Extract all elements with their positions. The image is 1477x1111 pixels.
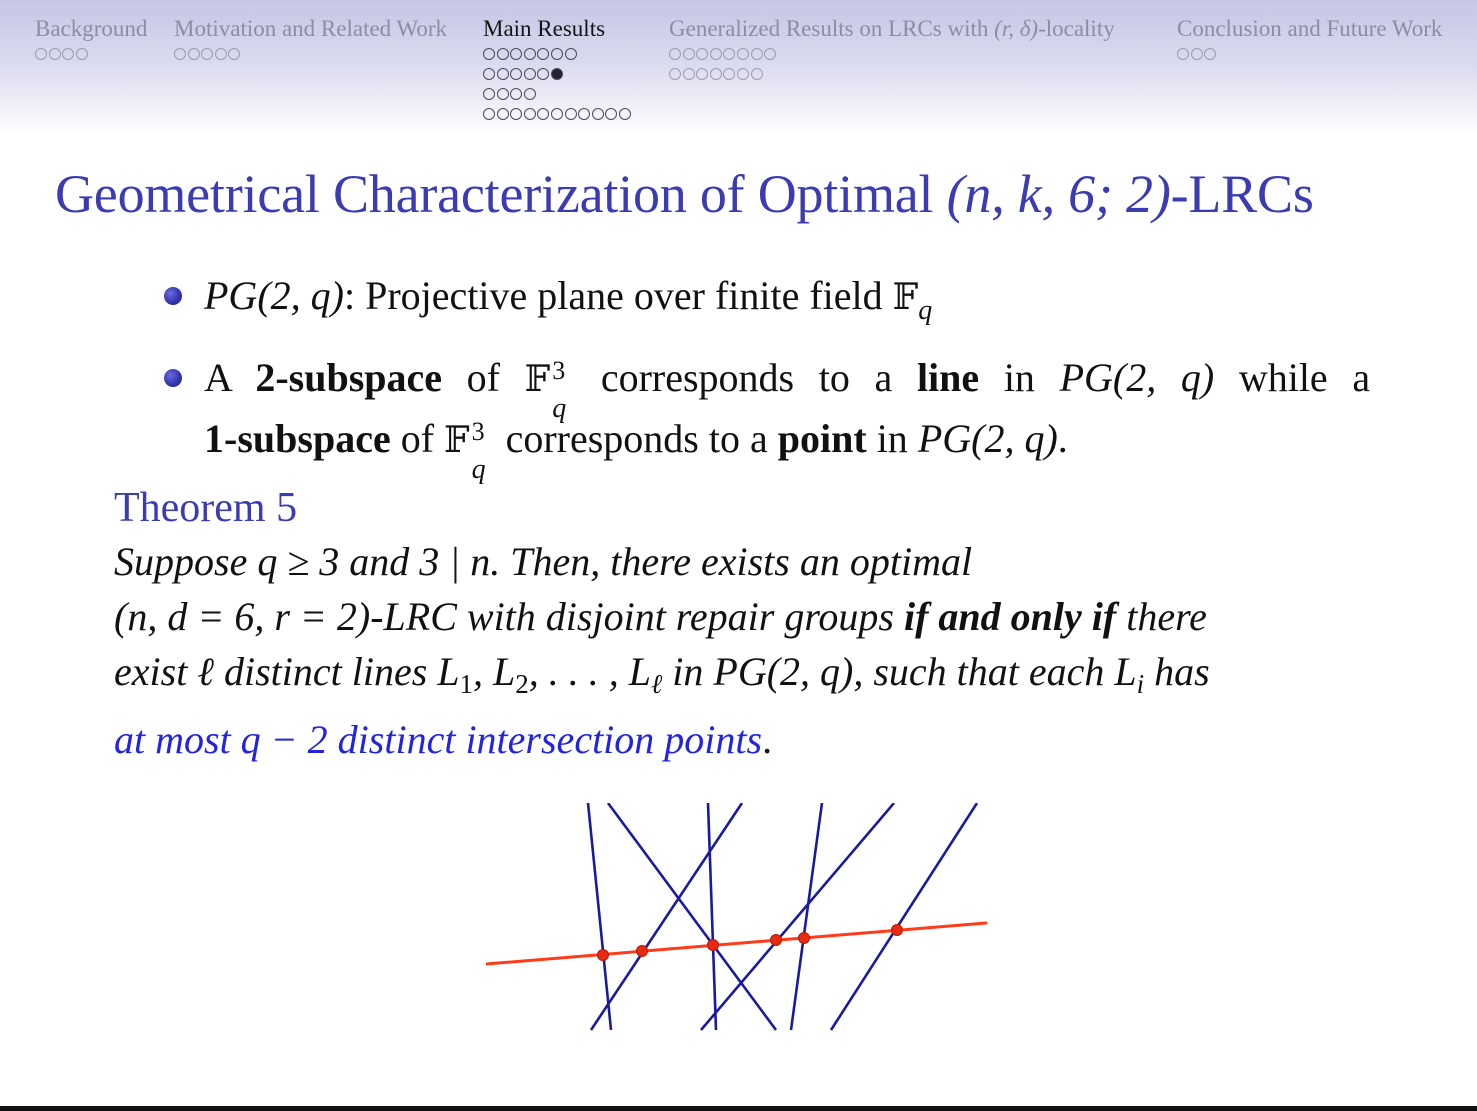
bullet-line-1 (204, 348, 1371, 424)
intersection-point-1 (598, 950, 609, 961)
nav-dot[interactable] (537, 68, 549, 80)
blue-line-3 (591, 803, 742, 1030)
word: in (1003, 355, 1035, 400)
nav-dot-row (483, 44, 633, 64)
blue-lines-group (588, 803, 977, 1030)
nav-dot[interactable] (669, 68, 681, 80)
field-scripts (470, 417, 496, 485)
nav-dot[interactable] (510, 68, 522, 80)
nav-dots-motivation (174, 44, 447, 64)
theorem-text: , . . . , L (528, 649, 652, 694)
word: to (818, 355, 850, 400)
theorem-text: . Then, there exists an optimal (490, 539, 973, 584)
word: of (400, 416, 435, 461)
nav-dot[interactable] (1204, 48, 1216, 60)
field-subscript: q (471, 454, 486, 485)
subscript: i (1136, 669, 1145, 699)
nav-link-conclusion[interactable]: Conclusion and Future Work (1177, 16, 1443, 41)
nav-dot-row (669, 64, 1115, 84)
theorem-block (114, 482, 1349, 767)
bullet-line-2 (204, 409, 1370, 485)
intersection-point-2 (637, 946, 648, 957)
nav-title-prefix: Generalized Results on LRCs with (669, 16, 995, 41)
punctuation: . (1057, 416, 1068, 461)
nav-dot[interactable] (497, 48, 509, 60)
nav-section-main-results (483, 16, 633, 124)
word: in (866, 416, 918, 461)
bullet-projective-plane (160, 266, 1370, 340)
intersection-point-4 (771, 935, 782, 946)
nav-dots-main-results (483, 44, 633, 124)
nav-dot-row (483, 104, 633, 124)
nav-dot[interactable] (510, 108, 522, 120)
theorem-text: in PG(2, q), such that each L (662, 649, 1137, 694)
word: corresponds (600, 355, 795, 400)
term-line: line (916, 355, 980, 400)
nav-dot[interactable] (696, 48, 708, 60)
blue-line-6 (701, 803, 894, 1030)
bottom-rule (0, 1106, 1477, 1111)
frame-title-suffix: -LRCs (1170, 164, 1314, 224)
intersection-point-3 (708, 940, 719, 951)
blue-line-4 (708, 803, 716, 1030)
word: while (1238, 355, 1328, 400)
nav-dot-current[interactable] (551, 68, 563, 80)
nav-dot-row (35, 44, 147, 64)
nav-dot[interactable] (524, 108, 536, 120)
field-subscript: q (552, 393, 567, 424)
term-point: point (777, 416, 867, 461)
nav-dot[interactable] (710, 48, 722, 60)
nav-dot[interactable] (497, 88, 509, 100)
nav-dot[interactable] (737, 48, 749, 60)
nav-dot[interactable] (551, 108, 563, 120)
theorem-text: -LRC with disjoint repair groups (370, 594, 904, 639)
theorem-text: exist ℓ distinct lines L (114, 649, 460, 694)
nav-dot[interactable] (524, 68, 536, 80)
theorem-line-3 (114, 644, 1349, 712)
finite-field-symbol: 𝔽 (524, 359, 551, 400)
nav-dot[interactable] (565, 108, 577, 120)
nav-dot-row (483, 84, 633, 104)
nav-dots-generalized-results (669, 44, 1115, 84)
nav-dot[interactable] (35, 48, 47, 60)
nav-dot[interactable] (683, 48, 695, 60)
field-superscript: 3 (552, 356, 566, 385)
nav-dot-row (174, 44, 447, 64)
nav-dot[interactable] (49, 48, 61, 60)
lines-intersection-figure (486, 803, 996, 1035)
nav-section-background (35, 16, 147, 64)
finite-field-subscript: q (918, 295, 933, 326)
blue-line-1 (588, 803, 611, 1030)
word: A (204, 355, 231, 400)
theorem-math: q ≥ 3 (257, 539, 340, 584)
nav-dot[interactable] (174, 48, 186, 60)
nav-dot[interactable] (683, 68, 695, 80)
theorem-math: 3 | n (419, 539, 491, 584)
nav-dot[interactable] (592, 108, 604, 120)
nav-dot[interactable] (764, 48, 776, 60)
nav-dots-conclusion (1177, 44, 1442, 64)
nav-dot[interactable] (723, 68, 735, 80)
theorem-line-2 (114, 589, 1349, 644)
nav-dot[interactable] (751, 68, 763, 80)
term-1-subspace: 1-subspace (204, 416, 391, 461)
nav-dot[interactable] (565, 48, 577, 60)
nav-title-suffix: -locality (1038, 16, 1115, 41)
nav-dot[interactable] (228, 48, 240, 60)
nav-section-motivation (174, 16, 447, 64)
frame-title-math: (n, k, 6; 2) (946, 164, 1171, 224)
nav-dot[interactable] (483, 68, 495, 80)
nav-dot-row (483, 64, 633, 84)
theorem-line-1 (114, 534, 1349, 589)
theorem-emphasis-iff: if and only if (903, 594, 1117, 639)
nav-dot[interactable] (537, 108, 549, 120)
blue-line-2 (608, 803, 776, 1030)
nav-link-main-results[interactable]: Main Results (483, 16, 606, 41)
subscript: 1 (459, 669, 474, 699)
nav-dot[interactable] (537, 48, 549, 60)
theorem-text: Suppose (114, 539, 258, 584)
nav-dot[interactable] (751, 48, 763, 60)
finite-field-symbol: 𝔽 (892, 277, 919, 318)
intersection-point-6 (892, 925, 903, 936)
nav-dot[interactable] (551, 48, 563, 60)
nav-link-generalized-results[interactable] (669, 16, 1115, 42)
nav-dot[interactable] (605, 108, 617, 120)
frame-title-prefix: Geometrical Characterization of Optimal (55, 164, 947, 224)
nav-dot[interactable] (669, 48, 681, 60)
bullet-subspace-correspondence (160, 348, 1371, 485)
blue-line-5 (791, 803, 822, 1030)
word: a (874, 355, 893, 400)
nav-dot[interactable] (497, 68, 509, 80)
nav-dot-row (1177, 44, 1442, 64)
word: of (466, 355, 500, 400)
nav-dot[interactable] (188, 48, 200, 60)
nav-dot[interactable] (215, 48, 227, 60)
theorem-text: and (339, 539, 420, 584)
nav-dot[interactable] (201, 48, 213, 60)
bullet-text: : Projective plane over finite field (343, 273, 893, 318)
nav-dot[interactable] (619, 108, 631, 120)
bullet-text: corresponds to a (495, 416, 778, 461)
nav-dot[interactable] (483, 88, 495, 100)
bullet-list (160, 266, 1371, 485)
word: a (1352, 355, 1371, 400)
nav-dot[interactable] (497, 108, 509, 120)
nav-dot[interactable] (578, 108, 590, 120)
bullet-marker (164, 369, 182, 387)
nav-link-background[interactable]: Background (35, 16, 148, 41)
intersection-point-5 (799, 933, 810, 944)
subscript: ℓ (651, 669, 663, 699)
nav-dot[interactable] (696, 68, 708, 80)
nav-section-generalized-results (669, 16, 1115, 84)
field-superscript: 3 (471, 417, 485, 446)
nav-dot[interactable] (737, 68, 749, 80)
bullet-marker (164, 287, 182, 305)
nav-dot[interactable] (524, 48, 536, 60)
section-navigation-bar (0, 0, 1477, 134)
theorem-text: , L (473, 649, 516, 694)
nav-dot[interactable] (1177, 48, 1189, 60)
frame-title (55, 163, 1314, 225)
pg-notation: PG(2, q) (204, 273, 344, 318)
theorem-highlight: at most q − 2 distinct intersection points (114, 717, 763, 762)
nav-link-motivation[interactable]: Motivation and Related Work (174, 16, 448, 41)
theorem-text: has (1144, 649, 1210, 694)
nav-section-conclusion (1177, 16, 1442, 64)
nav-dot[interactable] (483, 48, 495, 60)
nav-dot[interactable] (76, 48, 88, 60)
nav-dot[interactable] (710, 68, 722, 80)
nav-dot[interactable] (62, 48, 74, 60)
subscript: 2 (515, 669, 529, 699)
nav-dot[interactable] (723, 48, 735, 60)
theorem-text: there (1116, 594, 1207, 639)
nav-title-math: (r, δ) (994, 16, 1039, 41)
nav-dot-row (669, 44, 1115, 64)
finite-field-symbol: 𝔽 (444, 420, 470, 461)
blue-line-7 (831, 803, 977, 1030)
pg-notation: PG(2, q) (917, 416, 1058, 461)
term-2-subspace: 2-subspace (255, 355, 443, 400)
punctuation: . (762, 717, 773, 762)
nav-dots-background (35, 44, 147, 64)
nav-dot[interactable] (510, 48, 522, 60)
red-line-main (486, 923, 986, 964)
nav-dot[interactable] (483, 108, 495, 120)
theorem-math: (n, d = 6, r = 2) (114, 594, 371, 639)
nav-dot[interactable] (524, 88, 536, 100)
nav-dot[interactable] (510, 88, 522, 100)
field-scripts (550, 356, 576, 424)
pg-notation: PG(2, q) (1059, 355, 1215, 400)
nav-dot[interactable] (1191, 48, 1203, 60)
theorem-title: Theorem 5 (114, 485, 298, 531)
theorem-line-4 (114, 712, 1349, 767)
